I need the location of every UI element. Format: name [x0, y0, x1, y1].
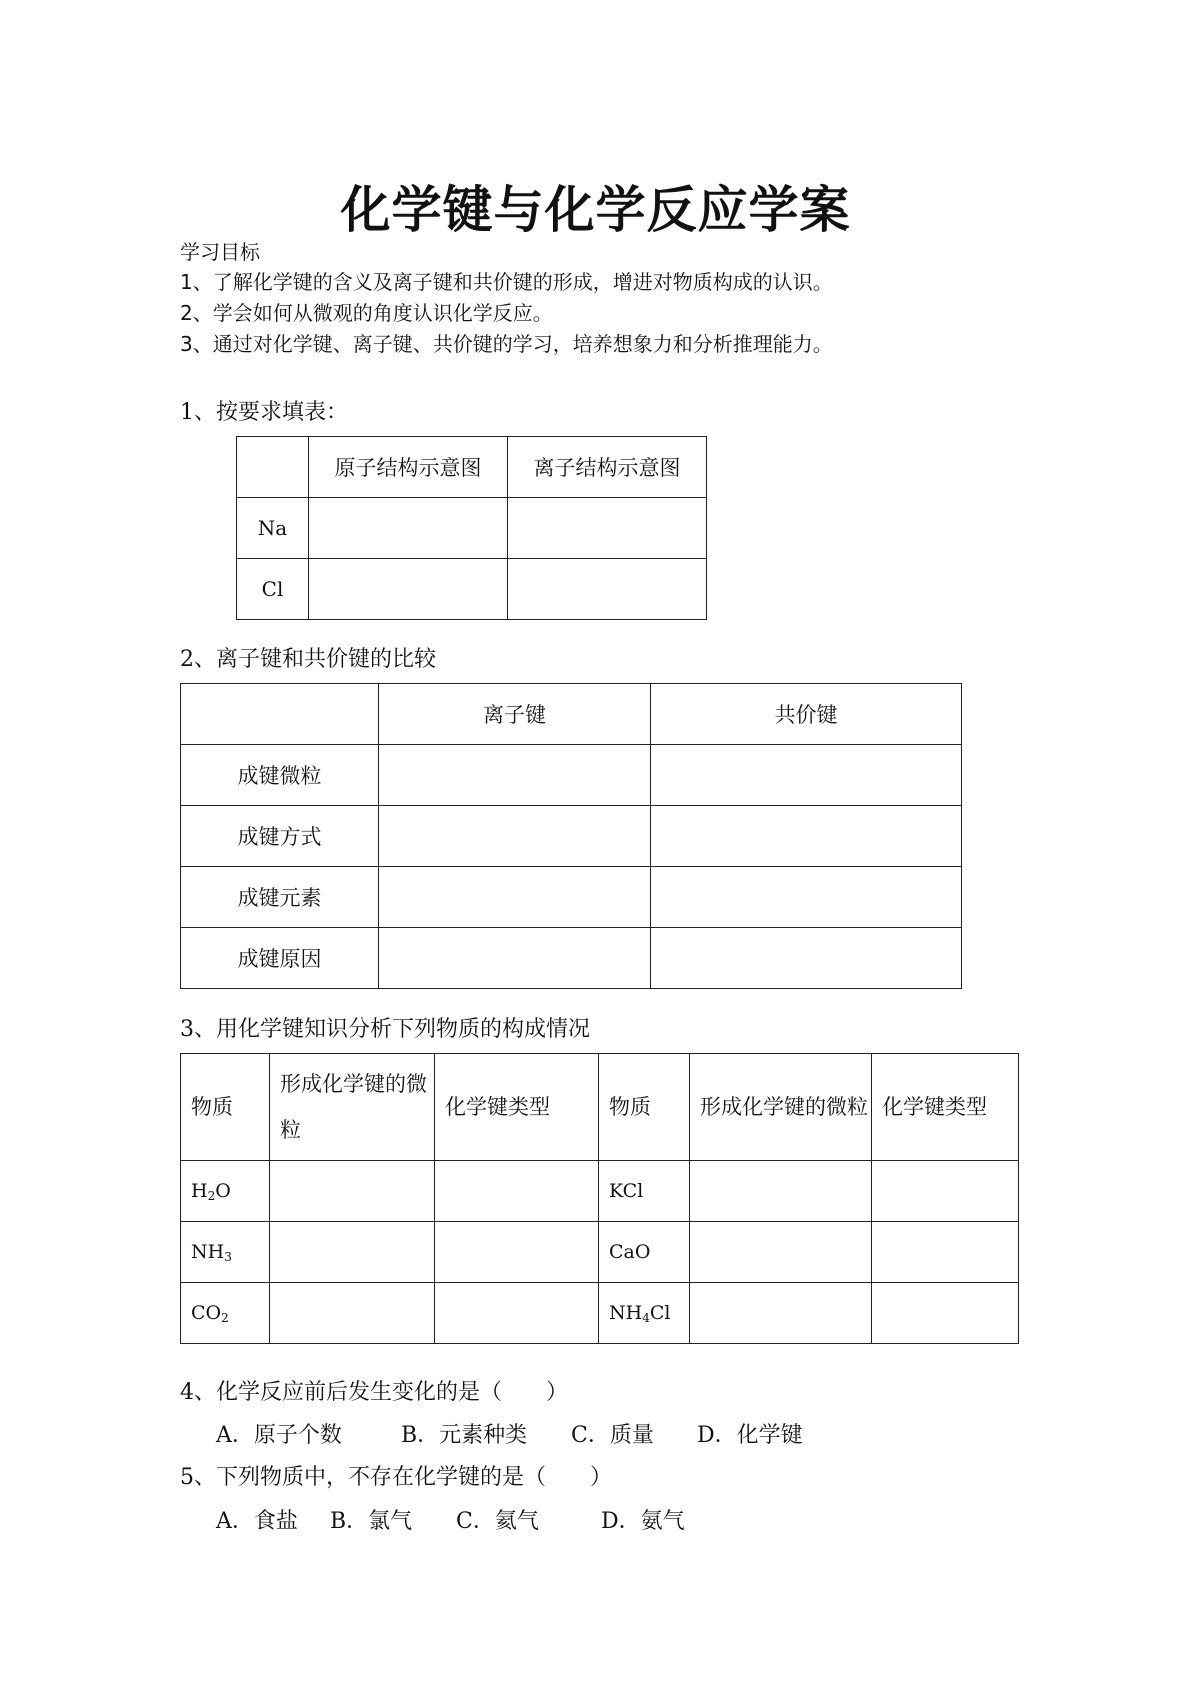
- answer-cell[interactable]: [690, 1283, 872, 1344]
- formula-h2o: $H_2O$: [181, 1161, 270, 1222]
- formula-kcl: KCl: [599, 1161, 690, 1222]
- answer-cell[interactable]: [651, 806, 962, 867]
- structure-diagram-table: [236, 436, 707, 620]
- formula-cao: CaO: [599, 1222, 690, 1283]
- table-header-cell: 形成化学键的微粒: [270, 1054, 435, 1161]
- question-4-options: [216, 1418, 803, 1449]
- option-c[interactable]: C．氦气: [456, 1509, 539, 1534]
- answer-cell[interactable]: [435, 1161, 599, 1222]
- table-row: [237, 498, 707, 559]
- answer-cell[interactable]: [309, 498, 508, 559]
- goals-heading: 学习目标: [180, 240, 260, 264]
- option-d[interactable]: D．化学键: [697, 1423, 803, 1448]
- table-header-cell: 形成化学键的微粒: [690, 1054, 872, 1161]
- answer-cell[interactable]: [651, 867, 962, 928]
- option-c[interactable]: C．质量: [571, 1423, 654, 1448]
- option-a[interactable]: A．原子个数: [216, 1423, 342, 1448]
- bond-comparison-table: [180, 683, 962, 989]
- table-row: [181, 1283, 1019, 1344]
- row-label-na: Na: [237, 498, 309, 559]
- answer-cell[interactable]: [435, 1283, 599, 1344]
- option-b[interactable]: B．氯气: [330, 1509, 413, 1534]
- question-5-text: 5、下列物质中，不存在化学键的是（ ）: [180, 1465, 612, 1490]
- table-row: [181, 867, 962, 928]
- goal-item-1: 1、了解化学键的含义及离子键和共价键的形成，增进对物质构成的认识。: [180, 270, 833, 294]
- question-3-text: 3、用化学键知识分析下列物质的构成情况: [180, 1017, 590, 1042]
- answer-cell[interactable]: [379, 745, 651, 806]
- question-5-options: [216, 1504, 685, 1535]
- row-label-cl: Cl: [237, 559, 309, 620]
- row-label: 成键元素: [181, 867, 379, 928]
- option-b[interactable]: B．元素种类: [401, 1423, 528, 1448]
- table-header-cell: 化学键类型: [872, 1054, 1019, 1161]
- answer-cell[interactable]: [270, 1161, 435, 1222]
- formula-nh4cl: $NH_4Cl$: [599, 1283, 690, 1344]
- table-header-cell: 共价键: [651, 684, 962, 745]
- answer-cell[interactable]: [508, 559, 707, 620]
- table-header-cell: 化学键类型: [435, 1054, 599, 1161]
- answer-cell[interactable]: [690, 1222, 872, 1283]
- answer-cell[interactable]: [270, 1222, 435, 1283]
- answer-cell[interactable]: [872, 1222, 1019, 1283]
- option-d[interactable]: D．氨气: [601, 1509, 685, 1534]
- answer-cell[interactable]: [309, 559, 508, 620]
- table-header-cell: 离子结构示意图: [508, 437, 707, 498]
- formula-nh3: $NH_3$: [181, 1222, 270, 1283]
- table-header-cell: [237, 437, 309, 498]
- table-header-cell: 物质: [599, 1054, 690, 1161]
- table-header-cell: 物质: [181, 1054, 270, 1161]
- substance-analysis-table: [180, 1053, 1019, 1344]
- table-row: [181, 745, 962, 806]
- answer-cell[interactable]: [872, 1161, 1019, 1222]
- table-row: [181, 1161, 1019, 1222]
- answer-cell[interactable]: [435, 1222, 599, 1283]
- answer-cell[interactable]: [379, 928, 651, 989]
- table-header-cell: 离子键: [379, 684, 651, 745]
- table-header-cell: 原子结构示意图: [309, 437, 508, 498]
- page-title: 化学键与化学反应学案: [340, 181, 851, 239]
- table-row: [181, 1222, 1019, 1283]
- answer-cell[interactable]: [508, 498, 707, 559]
- table-header-cell: [181, 684, 379, 745]
- table-row: [181, 928, 962, 989]
- formula-co2: $CO_2$: [181, 1283, 270, 1344]
- table-row: [237, 559, 707, 620]
- answer-cell[interactable]: [270, 1283, 435, 1344]
- row-label: 成键微粒: [181, 745, 379, 806]
- question-2-text: 2、离子键和共价键的比较: [180, 647, 436, 672]
- table-row: [181, 806, 962, 867]
- row-label: 成键原因: [181, 928, 379, 989]
- goal-item-3: 3、通过对化学键、离子键、共价键的学习，培养想象力和分析推理能力。: [180, 332, 833, 356]
- answer-cell[interactable]: [651, 745, 962, 806]
- answer-cell[interactable]: [690, 1161, 872, 1222]
- answer-cell[interactable]: [379, 806, 651, 867]
- answer-cell[interactable]: [872, 1283, 1019, 1344]
- question-4-text: 4、化学反应前后发生变化的是（ ）: [180, 1380, 568, 1405]
- row-label: 成键方式: [181, 806, 379, 867]
- goal-item-2: 2、学会如何从微观的角度认识化学反应。: [180, 301, 553, 325]
- option-a[interactable]: A．食盐: [216, 1509, 298, 1534]
- question-1-text: 1、按要求填表：: [180, 400, 348, 425]
- answer-cell[interactable]: [651, 928, 962, 989]
- answer-cell[interactable]: [379, 867, 651, 928]
